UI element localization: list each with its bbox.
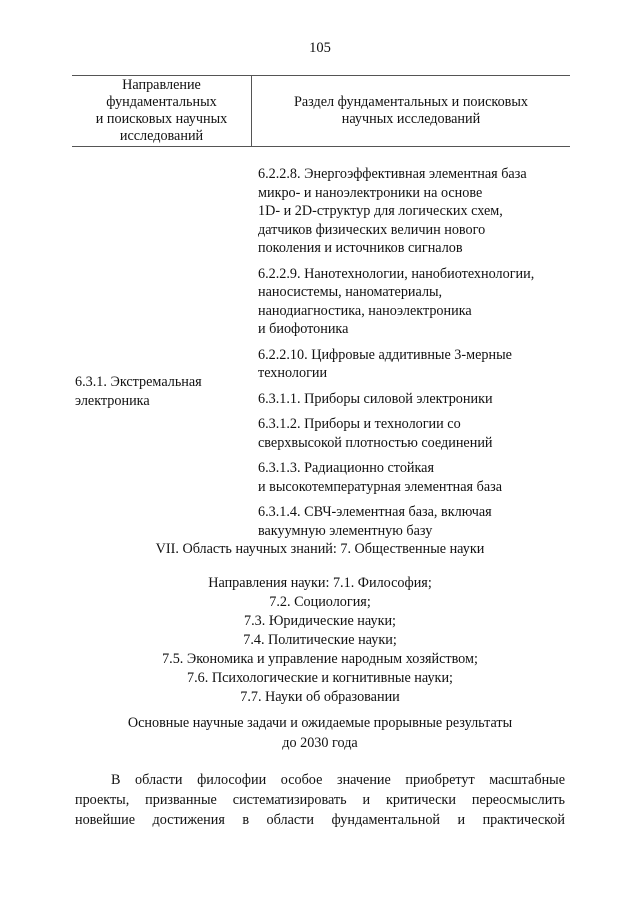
section-line: нанодиагностика, наноэлектроника — [258, 302, 472, 319]
science-line: 7.5. Экономика и управление народным хозяйством; — [162, 651, 478, 667]
section-line: и биофотоника — [258, 321, 349, 337]
section-item — [258, 459, 570, 496]
section-item — [258, 390, 570, 409]
section-line: и высокотемпературная элементная база — [258, 478, 503, 495]
direction-label — [75, 373, 245, 410]
section-item — [258, 165, 570, 258]
table-header-rule — [72, 146, 570, 147]
section-line: 6.2.2.10. Цифровые аддитивные 3-мерные — [258, 346, 512, 363]
science-line: 7.2. Социология; — [269, 594, 371, 610]
direction-line: электроника — [75, 392, 150, 409]
science-line: 7.6. Психологические и когнитивные науки; — [187, 670, 453, 686]
section-line: 6.2.2.8. Энергоэффективная элементная база — [258, 166, 527, 182]
science-line: Направления науки: 7.1. Философия; — [208, 575, 432, 591]
header-direction-line: и поисковых научных — [95, 111, 228, 127]
section-line: микро- и наноэлектроники на основе — [258, 184, 483, 201]
tasks-heading-line: Основные научные задачи и ожидаемые прорывные результаты — [127, 715, 513, 731]
header-section-line: научных исследований — [341, 111, 481, 127]
section-item — [258, 265, 570, 339]
header-direction-line: исследований — [119, 128, 204, 144]
section-item — [258, 503, 570, 540]
section-line: технологии — [258, 365, 328, 381]
tasks-heading — [0, 714, 640, 753]
section-item — [258, 415, 570, 452]
section-list — [258, 165, 570, 547]
area-title — [0, 540, 640, 560]
body-line: новейшие достижения в области фундаментальной и практической — [75, 812, 565, 828]
body-line: проекты, призванные систематизировать и критически переосмыслить — [75, 792, 565, 808]
section-line: 1D- и 2D-структур для логических схем, — [258, 203, 503, 219]
area-title-text: VII. Область научных знаний: 7. Общественные науки — [155, 541, 485, 557]
science-line: 7.7. Науки об образовании — [240, 689, 400, 705]
header-direction-line: фундаментальных — [106, 94, 217, 110]
table-header-direction — [72, 76, 251, 146]
section-line: 6.3.1.2. Приборы и технологии со — [258, 416, 461, 432]
direction-line: 6.3.1. Экстремальная — [75, 374, 202, 390]
section-line: 6.3.1.1. Приборы силовой электроники — [258, 390, 493, 407]
table-header-section — [252, 76, 570, 146]
section-line: поколения и источников сигналов — [258, 240, 463, 256]
section-item — [258, 346, 570, 383]
science-line: 7.3. Юридические науки; — [243, 613, 396, 629]
body-paragraph — [75, 770, 565, 830]
header-direction-line: Направление — [122, 77, 201, 93]
section-line: 6.3.1.3. Радиационно стойкая — [258, 460, 435, 476]
page-number: 105 — [309, 40, 331, 56]
section-line: 6.2.2.9. Нанотехнологии, нанобиотехнологии, — [258, 265, 535, 282]
sciences-list — [0, 574, 640, 707]
science-line: 7.4. Политические науки; — [243, 632, 397, 648]
tasks-heading-line: до 2030 года — [282, 734, 358, 751]
section-line: 6.3.1.4. СВЧ-элементная база, включая — [258, 504, 492, 520]
section-line: датчиков физических величин нового — [258, 221, 486, 238]
header-section-line: Раздел фундаментальных и поисковых — [293, 94, 528, 110]
body-line: В области философии особое значение приобретут масштабные — [111, 772, 565, 788]
section-line: вакуумную элементную базу — [258, 522, 433, 539]
section-line: наносистемы, наноматериалы, — [258, 284, 443, 300]
section-line: сверхвысокой плотностью соединений — [258, 434, 493, 451]
